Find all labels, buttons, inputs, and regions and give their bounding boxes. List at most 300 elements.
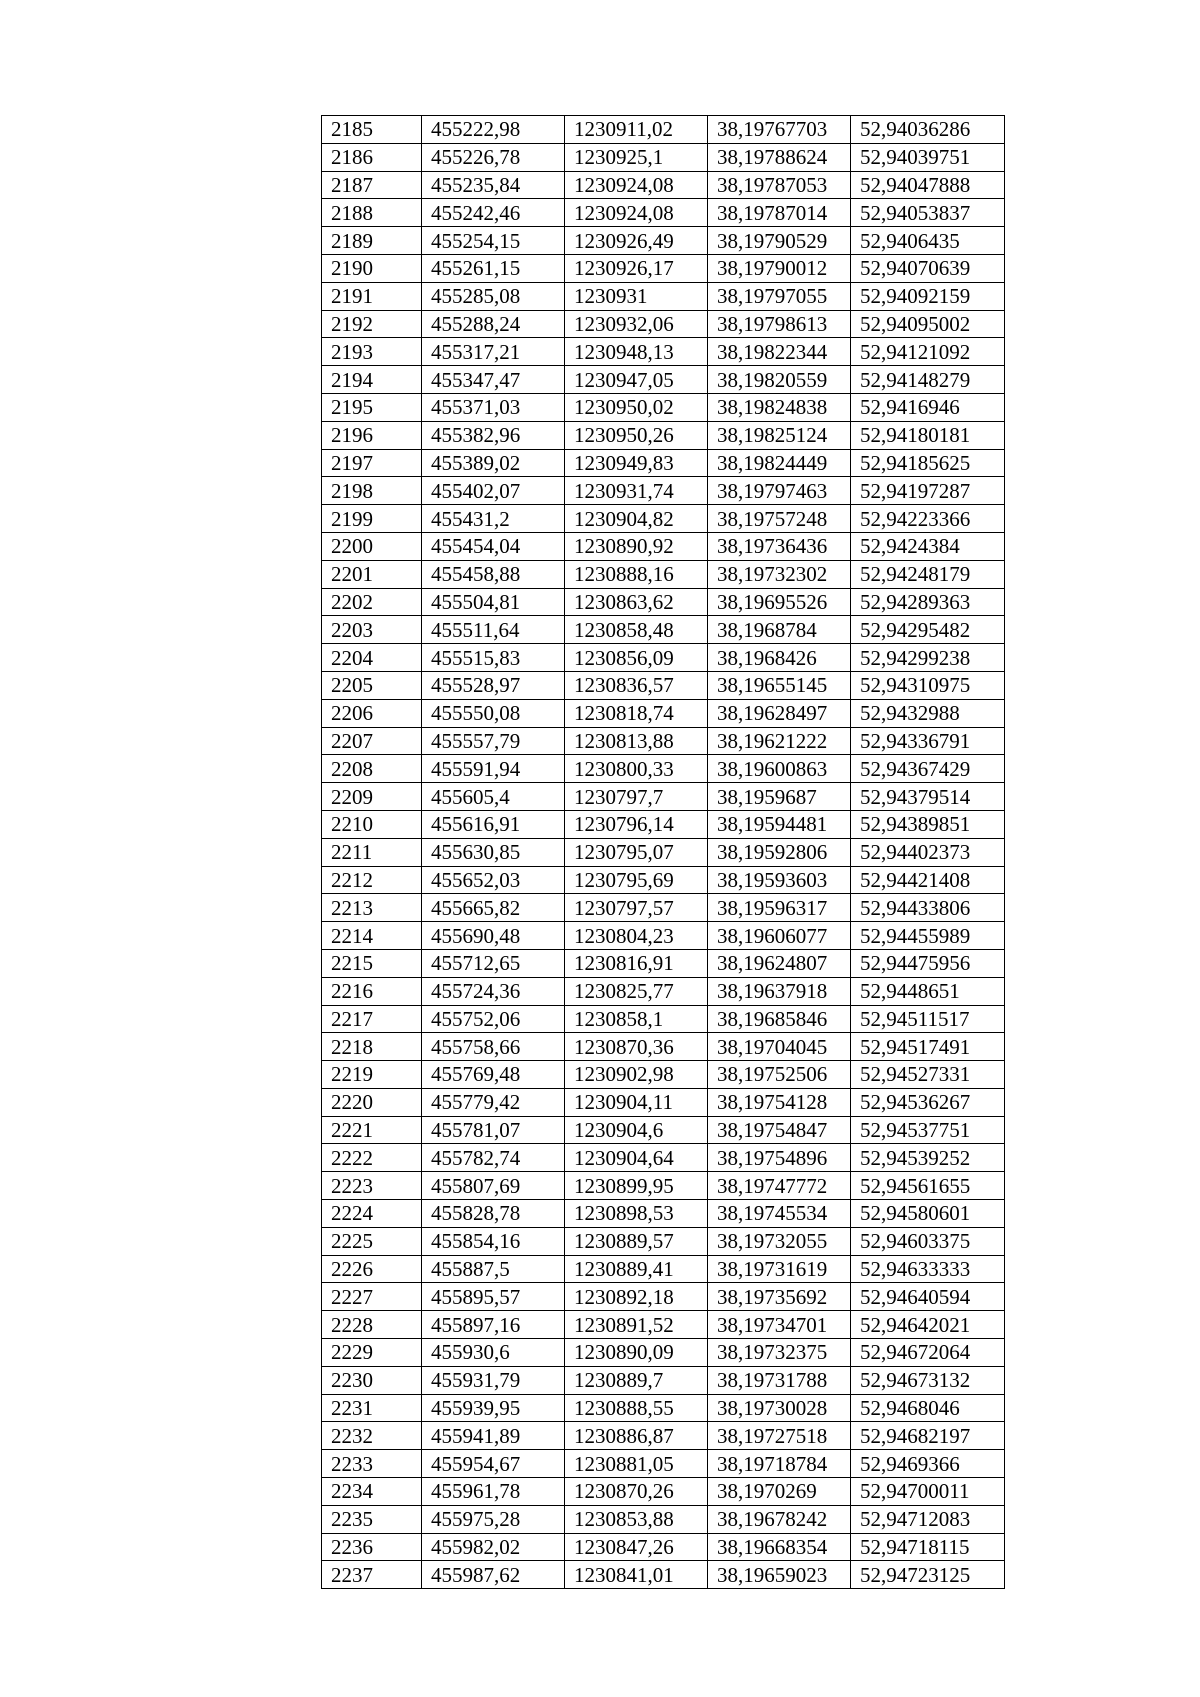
latitude-cell: 38,19754847 [708,1116,851,1144]
longitude-cell: 52,94310975 [851,671,1005,699]
x-coordinate-cell: 455982,02 [422,1533,565,1561]
longitude-cell: 52,94561655 [851,1172,1005,1200]
latitude-cell: 38,19732375 [708,1339,851,1367]
latitude-cell: 38,19685846 [708,1005,851,1033]
table-row [322,1394,1005,1422]
latitude-cell: 38,19752506 [708,1061,851,1089]
point-number-cell: 2190 [322,254,422,282]
point-number-cell: 2212 [322,866,422,894]
longitude-cell: 52,94197287 [851,477,1005,505]
table-row [322,1033,1005,1061]
x-coordinate-cell: 455781,07 [422,1116,565,1144]
table-row [322,449,1005,477]
y-coordinate-cell: 1230870,36 [565,1033,708,1061]
point-number-cell: 2229 [322,1339,422,1367]
x-coordinate-cell: 455931,79 [422,1366,565,1394]
latitude-cell: 38,19754128 [708,1088,851,1116]
x-coordinate-cell: 455807,69 [422,1172,565,1200]
point-number-cell: 2217 [322,1005,422,1033]
x-coordinate-cell: 455897,16 [422,1311,565,1339]
y-coordinate-cell: 1230926,49 [565,227,708,255]
longitude-cell: 52,94053837 [851,199,1005,227]
longitude-cell: 52,94537751 [851,1116,1005,1144]
table-row [322,1450,1005,1478]
point-number-cell: 2191 [322,282,422,310]
table-row [322,338,1005,366]
y-coordinate-cell: 1230888,55 [565,1394,708,1422]
y-coordinate-cell: 1230881,05 [565,1450,708,1478]
table-row [322,1088,1005,1116]
x-coordinate-cell: 455895,57 [422,1283,565,1311]
longitude-cell: 52,9406435 [851,227,1005,255]
table-row [322,838,1005,866]
y-coordinate-cell: 1230904,6 [565,1116,708,1144]
latitude-cell: 38,19659023 [708,1561,851,1589]
table-row [322,949,1005,977]
table-row [322,366,1005,394]
latitude-cell: 38,19797055 [708,282,851,310]
x-coordinate-cell: 455454,04 [422,532,565,560]
table-row [322,1144,1005,1172]
point-number-cell: 2193 [322,338,422,366]
point-number-cell: 2233 [322,1450,422,1478]
longitude-cell: 52,94223366 [851,505,1005,533]
point-number-cell: 2218 [322,1033,422,1061]
x-coordinate-cell: 455652,03 [422,866,565,894]
latitude-cell: 38,19655145 [708,671,851,699]
table-row [322,254,1005,282]
table-row [322,171,1005,199]
x-coordinate-cell: 455347,47 [422,366,565,394]
longitude-cell: 52,94180181 [851,421,1005,449]
longitude-cell: 52,94475956 [851,949,1005,977]
latitude-cell: 38,1959687 [708,783,851,811]
point-number-cell: 2186 [322,143,422,171]
table-row [322,310,1005,338]
y-coordinate-cell: 1230825,77 [565,977,708,1005]
x-coordinate-cell: 455712,65 [422,949,565,977]
latitude-cell: 38,19798613 [708,310,851,338]
x-coordinate-cell: 455752,06 [422,1005,565,1033]
latitude-cell: 38,19825124 [708,421,851,449]
point-number-cell: 2202 [322,588,422,616]
longitude-cell: 52,94712083 [851,1505,1005,1533]
latitude-cell: 38,19734701 [708,1311,851,1339]
x-coordinate-cell: 455285,08 [422,282,565,310]
point-number-cell: 2211 [322,838,422,866]
longitude-cell: 52,9424384 [851,532,1005,560]
latitude-cell: 38,19824449 [708,449,851,477]
table-row [322,1366,1005,1394]
latitude-cell: 38,19822344 [708,338,851,366]
point-number-cell: 2206 [322,699,422,727]
latitude-cell: 38,19695526 [708,588,851,616]
y-coordinate-cell: 1230931,74 [565,477,708,505]
longitude-cell: 52,94036286 [851,116,1005,144]
longitude-cell: 52,9432988 [851,699,1005,727]
latitude-cell: 38,19731788 [708,1366,851,1394]
table-row [322,1533,1005,1561]
longitude-cell: 52,94603375 [851,1227,1005,1255]
x-coordinate-cell: 455605,4 [422,783,565,811]
point-number-cell: 2222 [322,1144,422,1172]
latitude-cell: 38,19754896 [708,1144,851,1172]
y-coordinate-cell: 1230891,52 [565,1311,708,1339]
y-coordinate-cell: 1230818,74 [565,699,708,727]
table-row [322,1061,1005,1089]
table-row [322,1478,1005,1506]
table-row [322,1255,1005,1283]
x-coordinate-cell: 455242,46 [422,199,565,227]
x-coordinate-cell: 455550,08 [422,699,565,727]
latitude-cell: 38,19745534 [708,1200,851,1228]
longitude-cell: 52,9416946 [851,393,1005,421]
latitude-cell: 38,19731619 [708,1255,851,1283]
latitude-cell: 38,19594481 [708,810,851,838]
longitude-cell: 52,94580601 [851,1200,1005,1228]
table-row [322,644,1005,672]
table-row [322,783,1005,811]
longitude-cell: 52,94070639 [851,254,1005,282]
table-row [322,1116,1005,1144]
latitude-cell: 38,19732302 [708,560,851,588]
y-coordinate-cell: 1230948,13 [565,338,708,366]
table-row [322,143,1005,171]
latitude-cell: 38,19736436 [708,532,851,560]
longitude-cell: 52,94295482 [851,616,1005,644]
y-coordinate-cell: 1230904,82 [565,505,708,533]
latitude-cell: 38,19596317 [708,894,851,922]
longitude-cell: 52,94455989 [851,922,1005,950]
y-coordinate-cell: 1230816,91 [565,949,708,977]
latitude-cell: 38,1968426 [708,644,851,672]
point-number-cell: 2221 [322,1116,422,1144]
x-coordinate-cell: 455987,62 [422,1561,565,1589]
point-number-cell: 2199 [322,505,422,533]
longitude-cell: 52,94433806 [851,894,1005,922]
latitude-cell: 38,19704045 [708,1033,851,1061]
x-coordinate-cell: 455254,15 [422,227,565,255]
x-coordinate-cell: 455724,36 [422,977,565,1005]
x-coordinate-cell: 455954,67 [422,1450,565,1478]
y-coordinate-cell: 1230853,88 [565,1505,708,1533]
point-number-cell: 2230 [322,1366,422,1394]
x-coordinate-cell: 455782,74 [422,1144,565,1172]
table-row [322,616,1005,644]
latitude-cell: 38,19727518 [708,1422,851,1450]
longitude-cell: 52,94718115 [851,1533,1005,1561]
y-coordinate-cell: 1230911,02 [565,116,708,144]
table-row [322,477,1005,505]
table-row [322,977,1005,1005]
y-coordinate-cell: 1230931 [565,282,708,310]
table-row [322,1339,1005,1367]
table-row [322,421,1005,449]
point-number-cell: 2225 [322,1227,422,1255]
point-number-cell: 2194 [322,366,422,394]
x-coordinate-cell: 455975,28 [422,1505,565,1533]
longitude-cell: 52,9469366 [851,1450,1005,1478]
longitude-cell: 52,94039751 [851,143,1005,171]
latitude-cell: 38,19787014 [708,199,851,227]
point-number-cell: 2205 [322,671,422,699]
y-coordinate-cell: 1230904,64 [565,1144,708,1172]
point-number-cell: 2226 [322,1255,422,1283]
point-number-cell: 2208 [322,755,422,783]
point-number-cell: 2209 [322,783,422,811]
longitude-cell: 52,94633333 [851,1255,1005,1283]
longitude-cell: 52,94673132 [851,1366,1005,1394]
y-coordinate-cell: 1230797,7 [565,783,708,811]
latitude-cell: 38,19593603 [708,866,851,894]
y-coordinate-cell: 1230902,98 [565,1061,708,1089]
y-coordinate-cell: 1230890,92 [565,532,708,560]
latitude-cell: 38,19757248 [708,505,851,533]
longitude-cell: 52,94336791 [851,727,1005,755]
x-coordinate-cell: 455261,15 [422,254,565,282]
longitude-cell: 52,9468046 [851,1394,1005,1422]
longitude-cell: 52,94421408 [851,866,1005,894]
x-coordinate-cell: 455828,78 [422,1200,565,1228]
latitude-cell: 38,19787053 [708,171,851,199]
table-row [322,1227,1005,1255]
table-row [322,1561,1005,1589]
point-number-cell: 2231 [322,1394,422,1422]
x-coordinate-cell: 455431,2 [422,505,565,533]
longitude-cell: 52,94700011 [851,1478,1005,1506]
latitude-cell: 38,19606077 [708,922,851,950]
y-coordinate-cell: 1230889,57 [565,1227,708,1255]
y-coordinate-cell: 1230932,06 [565,310,708,338]
point-number-cell: 2187 [322,171,422,199]
point-number-cell: 2196 [322,421,422,449]
x-coordinate-cell: 455690,48 [422,922,565,950]
table-row [322,1172,1005,1200]
y-coordinate-cell: 1230858,1 [565,1005,708,1033]
point-number-cell: 2228 [322,1311,422,1339]
y-coordinate-cell: 1230863,62 [565,588,708,616]
table-row [322,727,1005,755]
longitude-cell: 52,9448651 [851,977,1005,1005]
x-coordinate-cell: 455591,94 [422,755,565,783]
table-row [322,588,1005,616]
x-coordinate-cell: 455961,78 [422,1478,565,1506]
latitude-cell: 38,19797463 [708,477,851,505]
table-row [322,1311,1005,1339]
table-row [322,922,1005,950]
table-row [322,699,1005,727]
y-coordinate-cell: 1230796,14 [565,810,708,838]
point-number-cell: 2219 [322,1061,422,1089]
latitude-cell: 38,19824838 [708,393,851,421]
longitude-cell: 52,94723125 [851,1561,1005,1589]
longitude-cell: 52,94047888 [851,171,1005,199]
latitude-cell: 38,19600863 [708,755,851,783]
longitude-cell: 52,94248179 [851,560,1005,588]
point-number-cell: 2232 [322,1422,422,1450]
x-coordinate-cell: 455382,96 [422,421,565,449]
point-number-cell: 2236 [322,1533,422,1561]
table-row [322,1505,1005,1533]
table-row [322,866,1005,894]
x-coordinate-cell: 455930,6 [422,1339,565,1367]
y-coordinate-cell: 1230889,41 [565,1255,708,1283]
latitude-cell: 38,19767703 [708,116,851,144]
x-coordinate-cell: 455769,48 [422,1061,565,1089]
x-coordinate-cell: 455504,81 [422,588,565,616]
latitude-cell: 38,19790012 [708,254,851,282]
y-coordinate-cell: 1230870,26 [565,1478,708,1506]
longitude-cell: 52,94527331 [851,1061,1005,1089]
latitude-cell: 38,19678242 [708,1505,851,1533]
latitude-cell: 38,19624807 [708,949,851,977]
latitude-cell: 38,19820559 [708,366,851,394]
y-coordinate-cell: 1230890,09 [565,1339,708,1367]
y-coordinate-cell: 1230858,48 [565,616,708,644]
y-coordinate-cell: 1230924,08 [565,171,708,199]
latitude-cell: 38,1970269 [708,1478,851,1506]
x-coordinate-cell: 455528,97 [422,671,565,699]
x-coordinate-cell: 455226,78 [422,143,565,171]
table-row [322,894,1005,922]
point-number-cell: 2213 [322,894,422,922]
longitude-cell: 52,94095002 [851,310,1005,338]
longitude-cell: 52,94539252 [851,1144,1005,1172]
longitude-cell: 52,94185625 [851,449,1005,477]
point-number-cell: 2223 [322,1172,422,1200]
longitude-cell: 52,94289363 [851,588,1005,616]
x-coordinate-cell: 455887,5 [422,1255,565,1283]
latitude-cell: 38,19732055 [708,1227,851,1255]
y-coordinate-cell: 1230892,18 [565,1283,708,1311]
y-coordinate-cell: 1230795,07 [565,838,708,866]
table-row [322,810,1005,838]
x-coordinate-cell: 455458,88 [422,560,565,588]
table-row [322,755,1005,783]
x-coordinate-cell: 455402,07 [422,477,565,505]
point-number-cell: 2201 [322,560,422,588]
x-coordinate-cell: 455758,66 [422,1033,565,1061]
y-coordinate-cell: 1230847,26 [565,1533,708,1561]
longitude-cell: 52,94367429 [851,755,1005,783]
latitude-cell: 38,19628497 [708,699,851,727]
longitude-cell: 52,94672064 [851,1339,1005,1367]
longitude-cell: 52,94379514 [851,783,1005,811]
x-coordinate-cell: 455288,24 [422,310,565,338]
y-coordinate-cell: 1230795,69 [565,866,708,894]
longitude-cell: 52,94389851 [851,810,1005,838]
x-coordinate-cell: 455511,64 [422,616,565,644]
longitude-cell: 52,94640594 [851,1283,1005,1311]
point-number-cell: 2235 [322,1505,422,1533]
latitude-cell: 38,19621222 [708,727,851,755]
x-coordinate-cell: 455235,84 [422,171,565,199]
longitude-cell: 52,94148279 [851,366,1005,394]
point-number-cell: 2195 [322,393,422,421]
coordinates-table [321,115,1005,1589]
point-number-cell: 2185 [322,116,422,144]
latitude-cell: 38,19718784 [708,1450,851,1478]
longitude-cell: 52,94511517 [851,1005,1005,1033]
longitude-cell: 52,94121092 [851,338,1005,366]
table-row [322,560,1005,588]
x-coordinate-cell: 455557,79 [422,727,565,755]
point-number-cell: 2215 [322,949,422,977]
point-number-cell: 2237 [322,1561,422,1589]
y-coordinate-cell: 1230889,7 [565,1366,708,1394]
table-row [322,1200,1005,1228]
latitude-cell: 38,19637918 [708,977,851,1005]
y-coordinate-cell: 1230886,87 [565,1422,708,1450]
x-coordinate-cell: 455389,02 [422,449,565,477]
point-number-cell: 2214 [322,922,422,950]
y-coordinate-cell: 1230813,88 [565,727,708,755]
y-coordinate-cell: 1230947,05 [565,366,708,394]
table-row [322,116,1005,144]
y-coordinate-cell: 1230888,16 [565,560,708,588]
x-coordinate-cell: 455779,42 [422,1088,565,1116]
y-coordinate-cell: 1230804,23 [565,922,708,950]
y-coordinate-cell: 1230949,83 [565,449,708,477]
latitude-cell: 38,19668354 [708,1533,851,1561]
point-number-cell: 2203 [322,616,422,644]
table-row [322,671,1005,699]
y-coordinate-cell: 1230841,01 [565,1561,708,1589]
longitude-cell: 52,94642021 [851,1311,1005,1339]
x-coordinate-cell: 455616,91 [422,810,565,838]
x-coordinate-cell: 455941,89 [422,1422,565,1450]
y-coordinate-cell: 1230950,26 [565,421,708,449]
longitude-cell: 52,94517491 [851,1033,1005,1061]
x-coordinate-cell: 455630,85 [422,838,565,866]
y-coordinate-cell: 1230898,53 [565,1200,708,1228]
table-row [322,227,1005,255]
point-number-cell: 2227 [322,1283,422,1311]
latitude-cell: 38,19730028 [708,1394,851,1422]
point-number-cell: 2207 [322,727,422,755]
table-row [322,1422,1005,1450]
latitude-cell: 38,19592806 [708,838,851,866]
x-coordinate-cell: 455939,95 [422,1394,565,1422]
point-number-cell: 2188 [322,199,422,227]
y-coordinate-cell: 1230926,17 [565,254,708,282]
longitude-cell: 52,94682197 [851,1422,1005,1450]
longitude-cell: 52,94092159 [851,282,1005,310]
y-coordinate-cell: 1230797,57 [565,894,708,922]
y-coordinate-cell: 1230950,02 [565,393,708,421]
point-number-cell: 2204 [322,644,422,672]
latitude-cell: 38,1968784 [708,616,851,644]
y-coordinate-cell: 1230856,09 [565,644,708,672]
table-row [322,393,1005,421]
y-coordinate-cell: 1230800,33 [565,755,708,783]
x-coordinate-cell: 455854,16 [422,1227,565,1255]
y-coordinate-cell: 1230836,57 [565,671,708,699]
y-coordinate-cell: 1230924,08 [565,199,708,227]
latitude-cell: 38,19788624 [708,143,851,171]
longitude-cell: 52,94402373 [851,838,1005,866]
point-number-cell: 2220 [322,1088,422,1116]
point-number-cell: 2200 [322,532,422,560]
point-number-cell: 2189 [322,227,422,255]
x-coordinate-cell: 455371,03 [422,393,565,421]
x-coordinate-cell: 455317,21 [422,338,565,366]
x-coordinate-cell: 455665,82 [422,894,565,922]
coordinates-table-body [322,116,1005,1589]
table-row [322,199,1005,227]
point-number-cell: 2234 [322,1478,422,1506]
y-coordinate-cell: 1230899,95 [565,1172,708,1200]
